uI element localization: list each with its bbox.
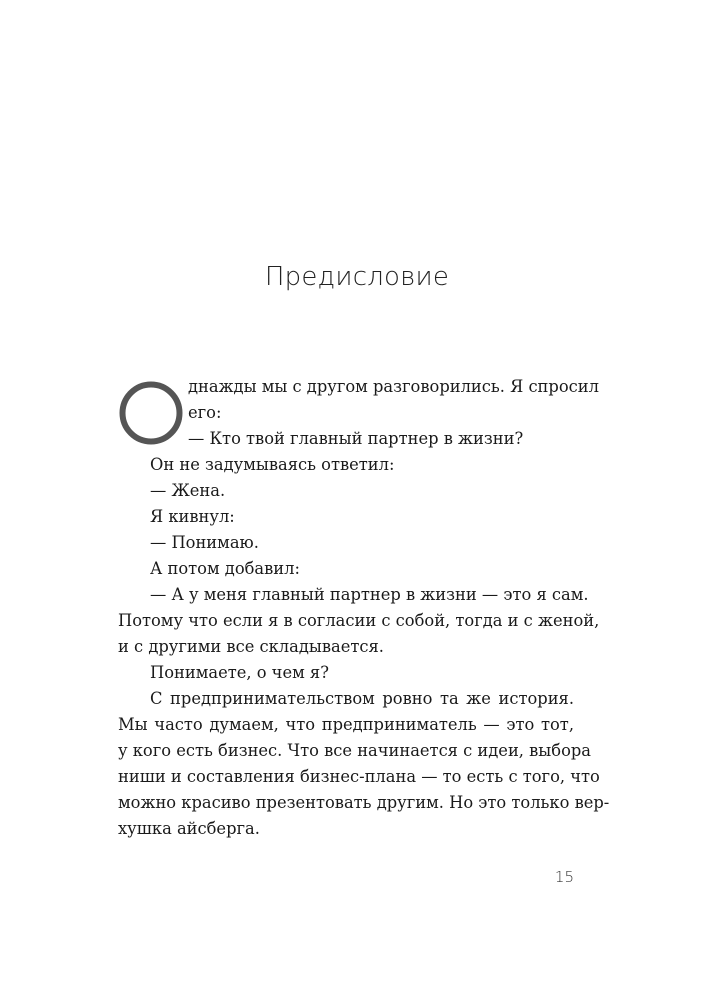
paragraph-line: Я кивнул: (150, 507, 235, 526)
paragraph-line: его: (188, 403, 222, 422)
dialogue-line: — А у меня главный партнер в жизни — это я сам. (150, 585, 589, 604)
paragraph-line: у кого есть бизнес. Что все начинается с идеи, выбора (118, 741, 591, 760)
paragraph-line: Потому что если я в согласии с собой, тогда и с женой, (118, 611, 600, 630)
paragraph-line: С предпринимательством ровно та же история. (150, 689, 574, 708)
paragraph-line: днажды мы с другом разговорились. Я спросил (188, 377, 599, 396)
drop-cap-letter-o (118, 380, 184, 446)
paragraph-line: Он не задумываясь ответил: (150, 455, 395, 474)
page-number: 15 (554, 868, 574, 886)
dialogue-line: — Понимаю. (150, 533, 259, 552)
paragraph-line: Мы часто думаем, что предприниматель — это тот, (118, 715, 574, 734)
paragraph-line: хушка айсберга. (118, 819, 260, 838)
dialogue-line: — Жена. (150, 481, 226, 500)
chapter-title: Предисловие (264, 262, 450, 292)
paragraph-line: можно красиво презентовать другим. Но это только вер- (118, 793, 610, 812)
dialogue-line: — Кто твой главный партнер в жизни? (188, 429, 524, 448)
paragraph-line: А потом добавил: (150, 559, 300, 578)
paragraph-line: ниши и составления бизнес-плана — то есть с того, что (118, 767, 600, 786)
paragraph-line: и с другими все складывается. (118, 637, 384, 656)
paragraph-line: Понимаете, о чем я? (150, 663, 329, 682)
